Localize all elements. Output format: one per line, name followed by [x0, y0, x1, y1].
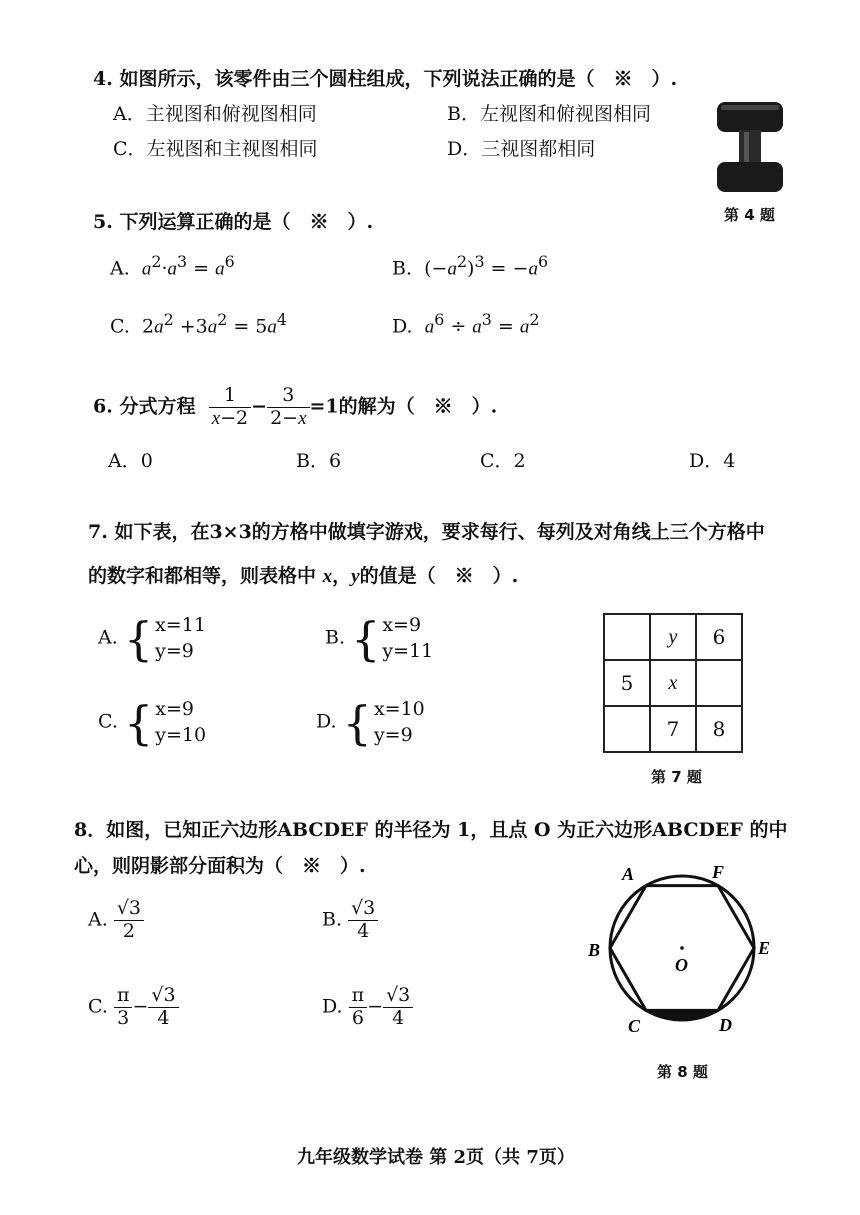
vertex-b-label: B: [588, 940, 601, 960]
grid-cell: x: [650, 660, 696, 706]
q8-hexagon-figure: [580, 858, 780, 1043]
grid-cell: 5: [604, 660, 650, 706]
vertex-a-label: A: [622, 864, 635, 884]
q5-option-a: A. $a^2\cdot a^3 = a^6$: [110, 252, 235, 280]
q7-caption: 第 7 题: [651, 768, 702, 786]
q8-option-c: C. $\frac{\pi}{3}$ − $\frac{√3}{4}$: [88, 985, 179, 1030]
q8-caption: 第 8 题: [657, 1063, 708, 1081]
q6-option-c: C．2: [480, 450, 526, 472]
q7-option-b: B. { x=9 y=11: [325, 611, 434, 666]
q7-option-c: C. { x=9 y=10: [98, 695, 207, 750]
center-o-label: O: [675, 955, 688, 975]
q8-stem-line1: 8．如图，已知正六边形ABCDEF 的半径为 1，且点 O 为正六边形ABCDEF 的中: [74, 819, 788, 841]
q4-option-b: B．左视图和俯视图相同: [447, 103, 651, 125]
q8-option-d: D. $\frac{\pi}{6}$ − $\frac{√3}{4}$: [322, 985, 413, 1030]
grid-cell: [604, 614, 650, 660]
q6-stem: 6. 分式方程 $\frac{1}{x-2}$ − $\frac{3}{2-x}$ =1的解为（ ※ ）.: [93, 384, 498, 429]
q5-option-d: D. $a^6 \div a^3 = a^2$: [392, 310, 540, 338]
q4-dumbbell-figure: [715, 100, 787, 196]
grid-cell: 8: [696, 706, 742, 752]
q7-magic-square: [603, 613, 743, 753]
q7-option-d: D. { x=10 y=9: [316, 695, 425, 750]
q6-option-a: A．0: [108, 450, 153, 472]
q8-option-b: B. $\frac{√3}{4}$: [322, 898, 378, 943]
q8-stem-line2: 心，则阴影部分面积为（ ※ ）.: [74, 855, 366, 877]
q4-option-a: A．主视图和俯视图相同: [113, 103, 317, 125]
q4-stem: 4. 如图所示，该零件由三个圆柱组成，下列说法正确的是（ ※ ）.: [93, 68, 678, 90]
q7-option-a: A. { x=11 y=9: [98, 611, 206, 666]
page-footer: 九年级数学试卷 第 2页（共 7页）: [297, 1147, 575, 1168]
q6-option-b: B．6: [296, 450, 342, 472]
center-point: [680, 946, 684, 950]
grid-cell: [696, 660, 742, 706]
grid-cell: [604, 706, 650, 752]
q7-stem-line1: 7. 如下表，在3×3的方格中做填字游戏，要求每行、每列及对角线上三个方格中: [88, 521, 765, 543]
q5-option-b: B. $(-a^2)^3 = -a^6$: [392, 252, 549, 280]
vertex-e-label: E: [758, 938, 771, 958]
q6-option-d: D．4: [689, 450, 736, 472]
grid-cell: y: [650, 614, 696, 660]
q5-option-c: C. $2a^2 +3a^2 = 5a^4$: [110, 310, 287, 338]
vertex-f-label: F: [712, 862, 725, 882]
vertex-d-label: D: [719, 1015, 732, 1035]
q4-option-c: C．左视图和主视图相同: [113, 138, 318, 160]
q8-option-a: A. $\frac{√3}{2}$: [88, 898, 144, 943]
vertex-c-label: C: [628, 1016, 641, 1036]
q4-option-d: D．三视图都相同: [447, 138, 596, 160]
grid-cell: 7: [650, 706, 696, 752]
grid-cell: 6: [696, 614, 742, 660]
q4-caption: 第 4 题: [724, 206, 775, 224]
q5-stem: 5. 下列运算正确的是（ ※ ）.: [93, 211, 374, 233]
q7-stem-line2: 的数字和都相等，则表格中 x，y的值是（ ※ ）.: [88, 565, 519, 587]
